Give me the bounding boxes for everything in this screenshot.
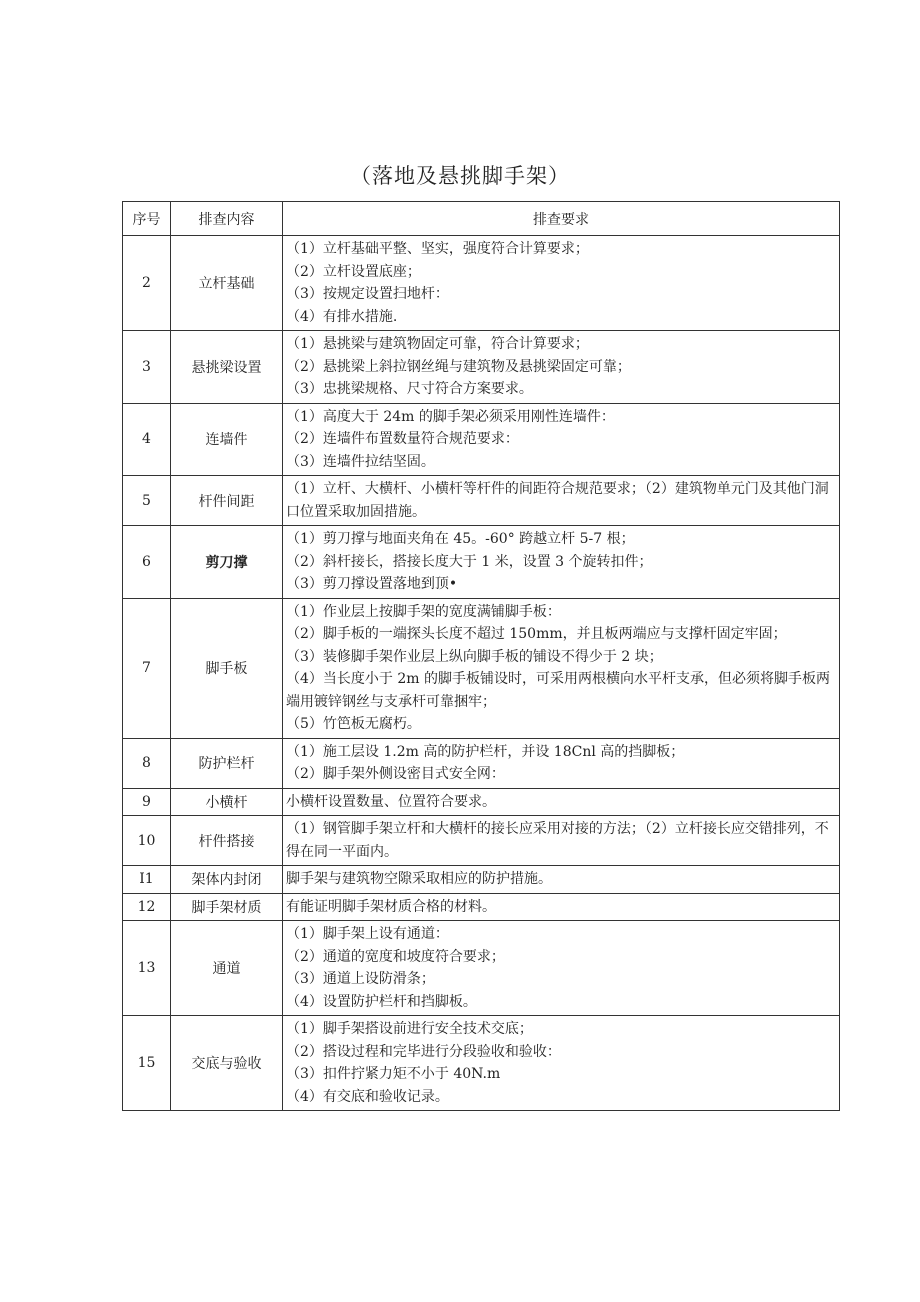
requirement-line: （2）立杆设置底座；: [286, 263, 421, 280]
row-number: 7: [123, 598, 171, 738]
row-number: 3: [123, 331, 171, 404]
check-item: 架体内封闭: [171, 866, 283, 894]
requirement-line: （4）有交底和验收记录。: [286, 1088, 449, 1105]
table-row: [123, 1016, 840, 1111]
requirement-line: （2）脚手架外侧设密目式安全网：: [286, 766, 505, 782]
check-item: 通道: [171, 921, 283, 1016]
check-item: 小横杆: [171, 788, 283, 816]
check-item: 交底与验收: [171, 1016, 283, 1111]
requirement-line: （2）连墙件布置数量符合规范要求：: [286, 431, 519, 447]
check-item: 防护栏杆: [171, 738, 283, 788]
table-row: [123, 476, 840, 526]
requirement-line: （1）剪刀撑与地面夹角在 45。-60° 跨越立杆 5-7 根；: [286, 531, 635, 547]
requirement-line: （4）有排水措施.: [286, 308, 398, 325]
requirement-line: （4）当长度小于 2m 的脚手板铺设时，可采用两根横向水平杆支承，但必须将脚手板两端用镀锌钢丝与支承杆可靠捆牢；: [286, 671, 830, 710]
check-requirements: [283, 866, 840, 894]
check-requirements: [283, 331, 840, 404]
requirement-line: （2）斜杆接长，搭接长度大于 1 米，设置 3 个旋转扣件；: [286, 553, 653, 570]
requirement-line: （1）立杆基础平整、坚实，强度符合计算要求；: [286, 241, 589, 257]
requirement-line: 有能证明脚手架材质合格的材料。: [286, 898, 496, 915]
table-row: [123, 788, 840, 816]
check-item: 脚手板: [171, 598, 283, 738]
table-row: [123, 738, 840, 788]
row-number: I1: [123, 866, 171, 894]
check-item: 悬挑梁设置: [171, 331, 283, 404]
check-item: 杆件搭接: [171, 816, 283, 866]
requirement-line: （2）悬挑梁上斜拉钢丝绳与建筑物及悬挑梁固定可靠；: [286, 358, 631, 375]
requirement-line: （1）高度大于 24m 的脚手架必须采用刚性连墙件：: [286, 408, 615, 425]
table-row: [123, 816, 840, 866]
requirement-line: （3）按规定设置扫地杆：: [286, 286, 449, 302]
inspection-table: [122, 201, 840, 1111]
table-header-row: [123, 202, 840, 236]
requirement-line: （1）立杆、大横杆、小横杆等杆件的间距符合规范要求；（2）建筑物单元门及其他门洞口位置采取加固措施。: [286, 481, 829, 520]
check-requirements: [283, 526, 840, 599]
requirement-line: （3）通道上设防滑条；: [286, 971, 435, 987]
row-number: 10: [123, 816, 171, 866]
requirement-line: （4）设置防护栏杆和挡脚板。: [286, 993, 477, 1010]
check-requirements: [283, 921, 840, 1016]
requirement-line: （3）忠挑梁规格、尺寸符合方案要求。: [286, 381, 533, 397]
check-requirements: [283, 1016, 840, 1111]
requirement-line: 脚手架与建筑物空隙采取相应的防护措施。: [286, 871, 552, 887]
requirement-line: （1）作业层上按脚手架的宽度满铺脚手板：: [286, 603, 561, 620]
row-number: 6: [123, 526, 171, 599]
check-requirements: [283, 476, 840, 526]
requirement-line: （1）悬挑梁与建筑物固定可靠，符合计算要求；: [286, 336, 589, 352]
requirement-line: 小横杆设置数量、位置符合要求。: [286, 793, 496, 810]
check-requirements: [283, 598, 840, 738]
requirement-line: （1）施工层设 1.2m 高的防护栏杆，并设 18Cnl 高的挡脚板；: [286, 743, 685, 760]
requirement-line: （1）钢管脚手架立杆和大横杆的接长应采用对接的方法；（2）立杆接长应交错排列，不得在同一平面内。: [286, 821, 829, 860]
table-row: [123, 921, 840, 1016]
requirement-line: （3）剪刀撑设置落地到顶•: [286, 576, 458, 592]
requirement-line: （3）装修脚手架作业层上纵向脚手板的铺设不得少于 2 块；: [286, 648, 663, 665]
row-number: 8: [123, 738, 171, 788]
header-no: 序号: [123, 202, 171, 236]
requirement-line: （2）脚手板的一端探头长度不超过 150mm，并且板两端应与支撑杆固定牢固；: [286, 626, 787, 642]
table-row: [123, 403, 840, 476]
check-requirements: [283, 738, 840, 788]
check-item: 杆件间距: [171, 476, 283, 526]
requirement-line: （1）脚手架上设有通道：: [286, 926, 449, 942]
table-row: [123, 526, 840, 599]
check-requirements: [283, 236, 840, 331]
check-requirements: [283, 403, 840, 476]
table-row: [123, 598, 840, 738]
check-item: 脚手架材质: [171, 893, 283, 921]
requirement-line: （5）竹笆板无腐朽。: [286, 716, 421, 732]
requirement-line: （1）脚手架搭设前进行安全技术交底；: [286, 1021, 533, 1037]
row-number: 12: [123, 893, 171, 921]
row-number: 2: [123, 236, 171, 331]
check-requirements: [283, 816, 840, 866]
table-row: [123, 866, 840, 894]
table-row: [123, 236, 840, 331]
requirement-line: （3）连墙件拉结坚固。: [286, 453, 435, 470]
page-title: （落地及悬挑脚手架）: [350, 164, 570, 188]
requirement-line: （2）搭设过程和完毕进行分段验收和验收：: [286, 1043, 561, 1060]
check-item: 立杆基础: [171, 236, 283, 331]
requirement-line: （3）扣件拧紧力矩不小于 40N.m: [286, 1066, 501, 1082]
row-number: 5: [123, 476, 171, 526]
table-row: [123, 893, 840, 921]
table-row: [123, 331, 840, 404]
requirement-line: （2）通道的宽度和坡度符合要求；: [286, 948, 505, 965]
row-number: 9: [123, 788, 171, 816]
row-number: 15: [123, 1016, 171, 1111]
header-item: 排查内容: [171, 202, 283, 236]
check-requirements: [283, 788, 840, 816]
header-req: 排查要求: [283, 202, 840, 236]
check-item: 连墙件: [171, 403, 283, 476]
row-number: 4: [123, 403, 171, 476]
check-item: 剪刀撑: [171, 526, 283, 599]
check-requirements: [283, 893, 840, 921]
row-number: 13: [123, 921, 171, 1016]
